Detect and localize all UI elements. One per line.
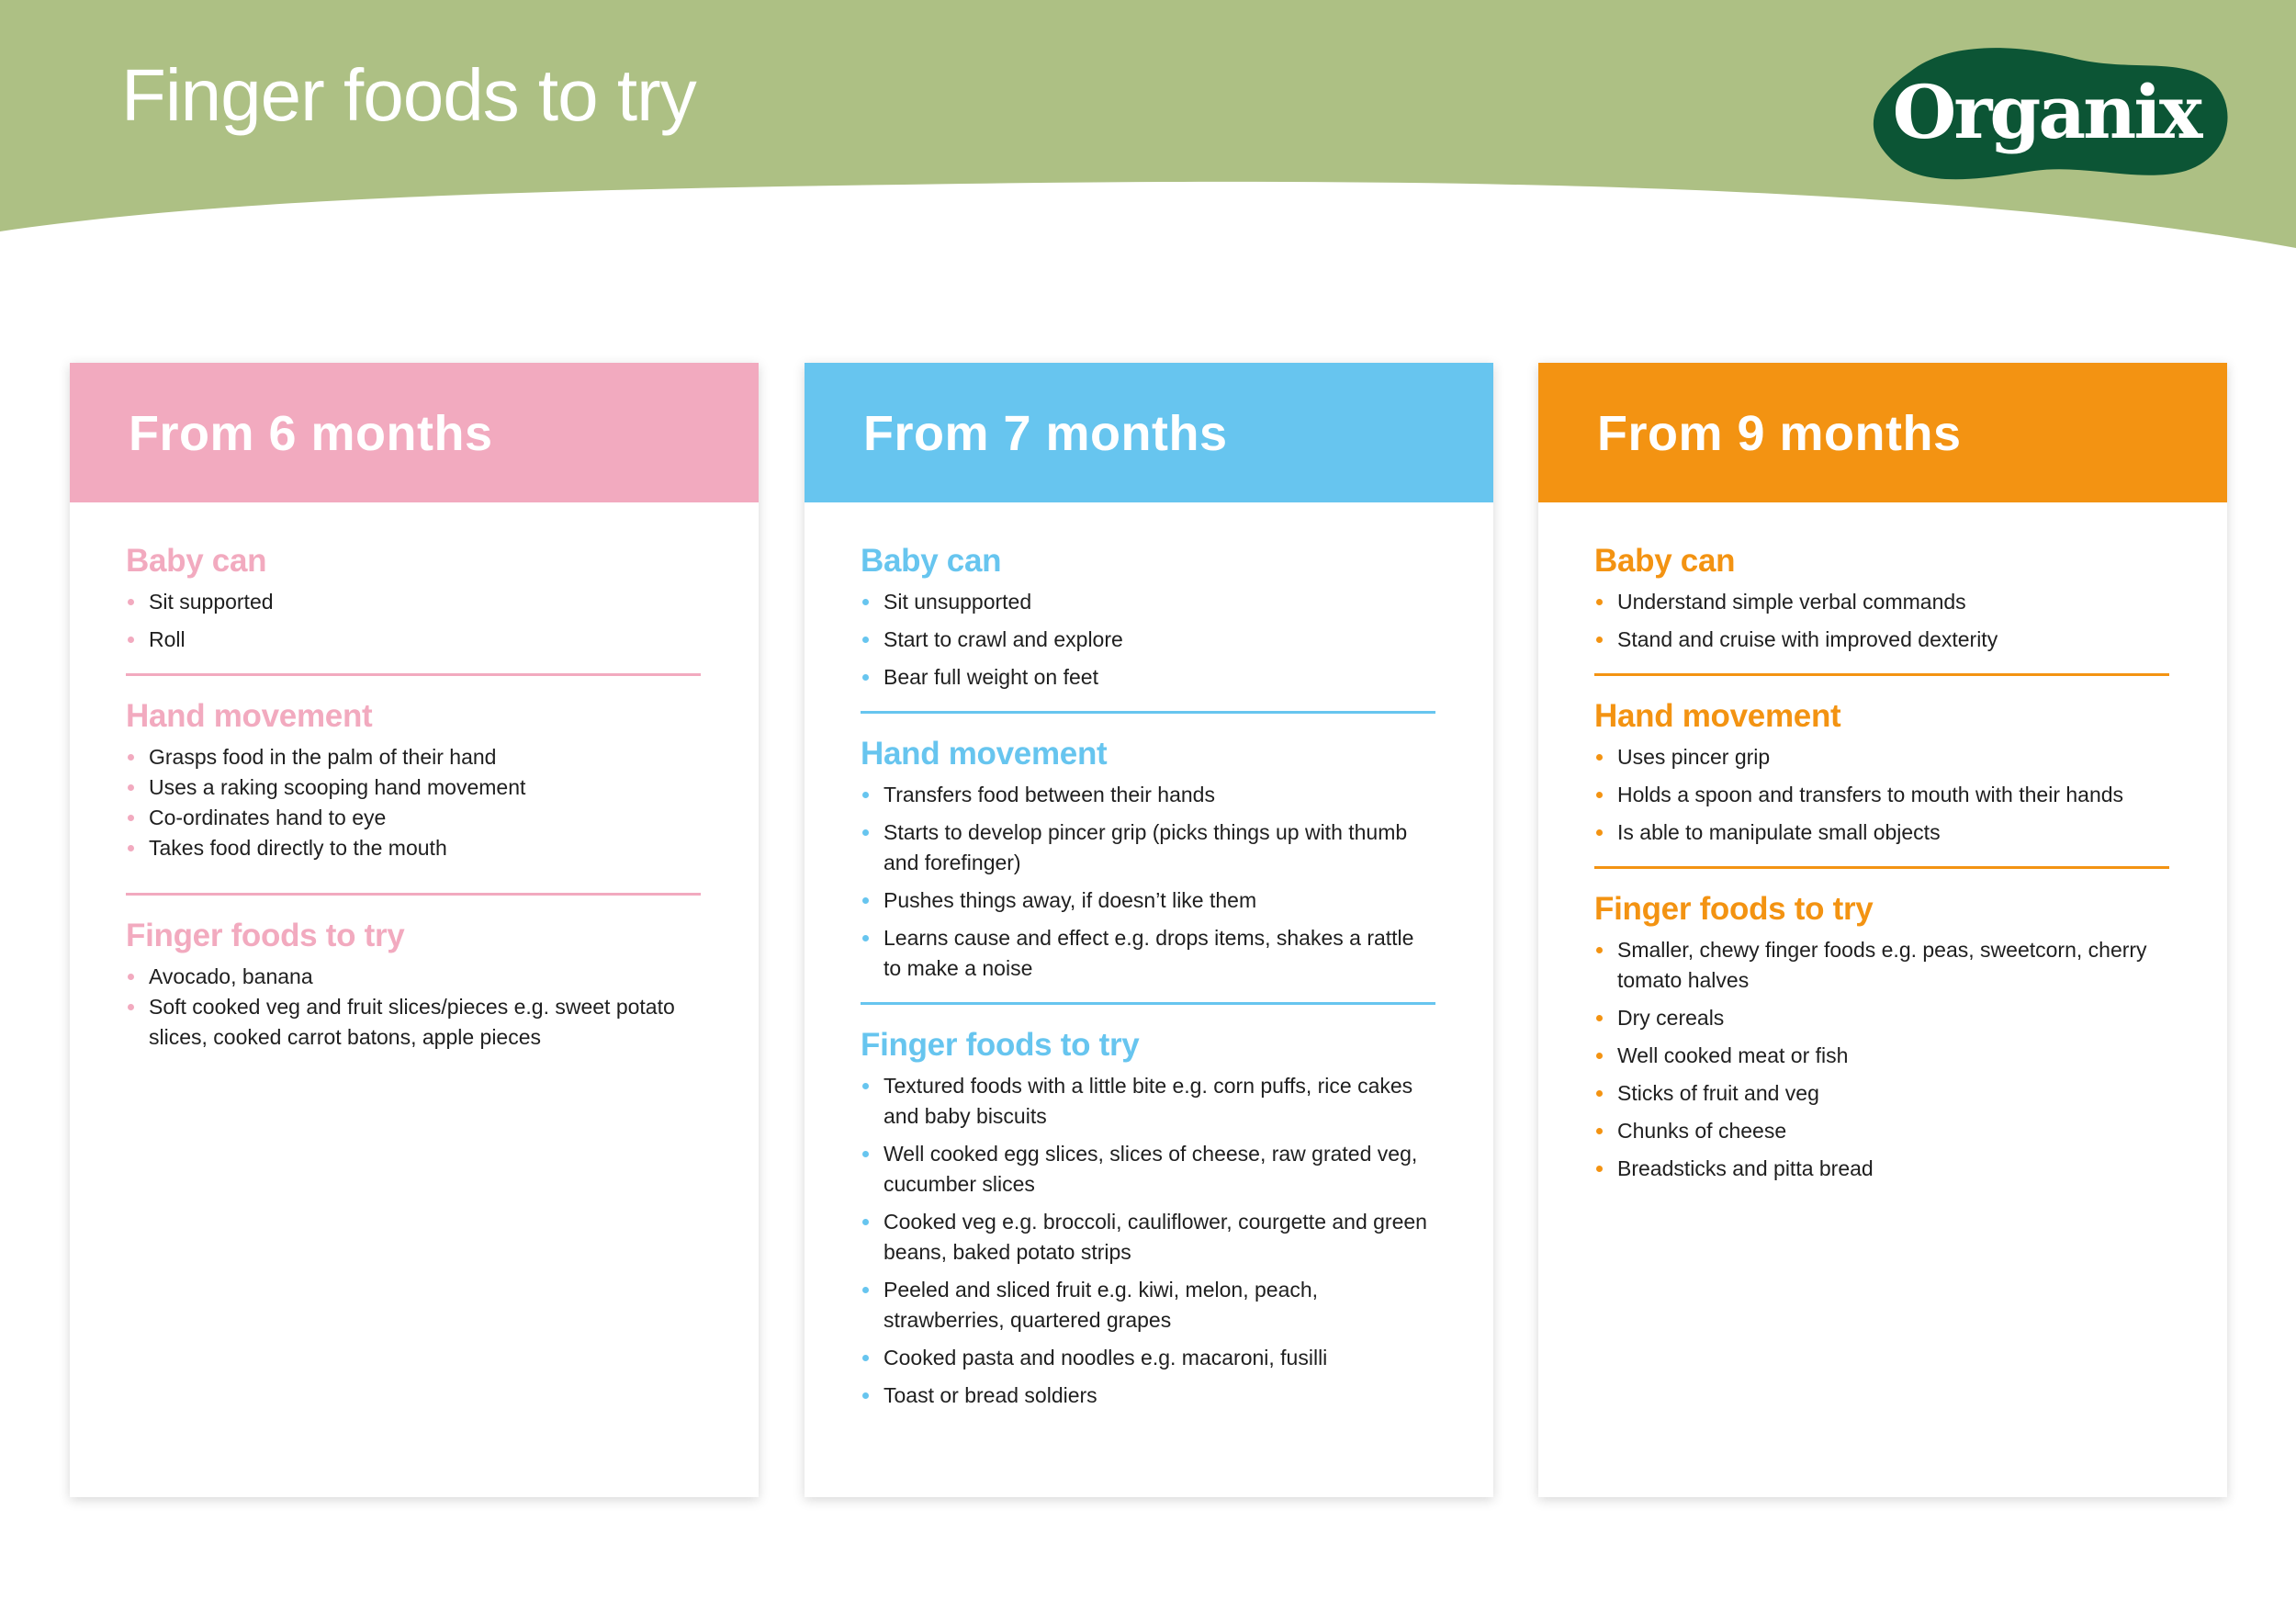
finger-foods-list bbox=[1594, 935, 2169, 1184]
card-6-months bbox=[70, 363, 759, 1497]
list-item: Dry cereals bbox=[1594, 1003, 2169, 1033]
hand-movement-list bbox=[1594, 742, 2169, 848]
card-header bbox=[70, 363, 759, 502]
list-item: Grasps food in the palm of their hand bbox=[126, 742, 701, 772]
section-divider bbox=[861, 1002, 1435, 1005]
list-item: Pushes things away, if doesn’t like them bbox=[861, 885, 1435, 916]
section-divider bbox=[1594, 673, 2169, 676]
section-divider bbox=[126, 673, 701, 676]
section-divider bbox=[126, 893, 701, 896]
section-divider bbox=[861, 711, 1435, 714]
list-item: Is able to manipulate small objects bbox=[1594, 817, 2169, 848]
card-body bbox=[1538, 502, 2227, 1184]
list-item: Textured foods with a little bite e.g. corn puffs, rice cakes and baby biscuits bbox=[861, 1071, 1435, 1132]
card-heading: From 7 months bbox=[863, 406, 1228, 461]
baby-can-list bbox=[861, 587, 1435, 693]
list-item: Understand simple verbal commands bbox=[1594, 587, 2169, 617]
section-title: Hand movement bbox=[126, 698, 373, 734]
section-title: Finger foods to try bbox=[861, 1027, 1140, 1063]
list-item: Well cooked meat or fish bbox=[1594, 1041, 2169, 1071]
finger-foods-section bbox=[126, 918, 701, 1053]
hand-movement-list bbox=[861, 780, 1435, 984]
card-body bbox=[70, 502, 759, 1053]
list-item: Breadsticks and pitta bread bbox=[1594, 1154, 2169, 1184]
list-item: Roll bbox=[126, 625, 701, 655]
section-title: Finger foods to try bbox=[1594, 891, 1874, 927]
baby-can-list bbox=[1594, 587, 2169, 655]
logo-text: Organix bbox=[1892, 69, 2200, 155]
section-title: Finger foods to try bbox=[126, 918, 405, 953]
section-divider bbox=[1594, 866, 2169, 869]
list-item: Transfers food between their hands bbox=[861, 780, 1435, 810]
list-item: Start to crawl and explore bbox=[861, 625, 1435, 655]
list-item: Co-ordinates hand to eye bbox=[126, 803, 701, 833]
baby-can-section bbox=[1594, 543, 2169, 655]
card-body bbox=[805, 502, 1493, 1411]
list-item: Smaller, chewy finger foods e.g. peas, sweetcorn, cherry tomato halves bbox=[1594, 935, 2169, 996]
list-item: Avocado, banana bbox=[126, 962, 701, 992]
list-item: Soft cooked veg and fruit slices/pieces e.g. sweet potato slices, cooked carrot batons, apple pieces bbox=[126, 992, 701, 1053]
list-item: Uses a raking scooping hand movement bbox=[126, 772, 701, 803]
finger-foods-section bbox=[1594, 891, 2169, 1184]
list-item: Bear full weight on feet bbox=[861, 662, 1435, 693]
section-title: Baby can bbox=[1594, 543, 1736, 579]
finger-foods-list bbox=[861, 1071, 1435, 1411]
list-item: Sit supported bbox=[126, 587, 701, 617]
section-title: Hand movement bbox=[1594, 698, 1841, 734]
list-item: Toast or bread soldiers bbox=[861, 1381, 1435, 1411]
section-title: Baby can bbox=[126, 543, 267, 579]
list-item: Takes food directly to the mouth bbox=[126, 833, 701, 863]
list-item: Sit unsupported bbox=[861, 587, 1435, 617]
list-item: Learns cause and effect e.g. drops items, shakes a rattle to make a noise bbox=[861, 923, 1435, 984]
hand-movement-list bbox=[126, 742, 701, 863]
baby-can-list bbox=[126, 587, 701, 655]
list-item: Holds a spoon and transfers to mouth with their hands bbox=[1594, 780, 2169, 810]
list-item: Uses pincer grip bbox=[1594, 742, 2169, 772]
section-title: Baby can bbox=[861, 543, 1002, 579]
organix-logo bbox=[1864, 39, 2232, 186]
section-title: Hand movement bbox=[861, 736, 1108, 772]
card-header bbox=[1538, 363, 2227, 502]
finger-foods-section bbox=[861, 1027, 1435, 1411]
page-title: Finger foods to try bbox=[121, 54, 696, 136]
list-item: Sticks of fruit and veg bbox=[1594, 1078, 2169, 1109]
card-7-months bbox=[805, 363, 1493, 1497]
hand-movement-section bbox=[861, 736, 1435, 984]
list-item: Cooked pasta and noodles e.g. macaroni, fusilli bbox=[861, 1343, 1435, 1373]
list-item: Cooked veg e.g. broccoli, cauliflower, courgette and green beans, baked potato strips bbox=[861, 1207, 1435, 1268]
card-heading: From 6 months bbox=[129, 406, 493, 461]
hand-movement-section bbox=[126, 698, 701, 863]
list-item: Stand and cruise with improved dexterity bbox=[1594, 625, 2169, 655]
card-heading: From 9 months bbox=[1597, 406, 1962, 461]
hand-movement-section bbox=[1594, 698, 2169, 848]
list-item: Starts to develop pincer grip (picks things up with thumb and forefinger) bbox=[861, 817, 1435, 878]
list-item: Well cooked egg slices, slices of cheese, raw grated veg, cucumber slices bbox=[861, 1139, 1435, 1200]
card-9-months bbox=[1538, 363, 2227, 1497]
list-item: Chunks of cheese bbox=[1594, 1116, 2169, 1146]
baby-can-section bbox=[861, 543, 1435, 693]
list-item: Peeled and sliced fruit e.g. kiwi, melon, peach, strawberries, quartered grapes bbox=[861, 1275, 1435, 1336]
baby-can-section bbox=[126, 543, 701, 655]
finger-foods-list bbox=[126, 962, 701, 1053]
card-header bbox=[805, 363, 1493, 502]
